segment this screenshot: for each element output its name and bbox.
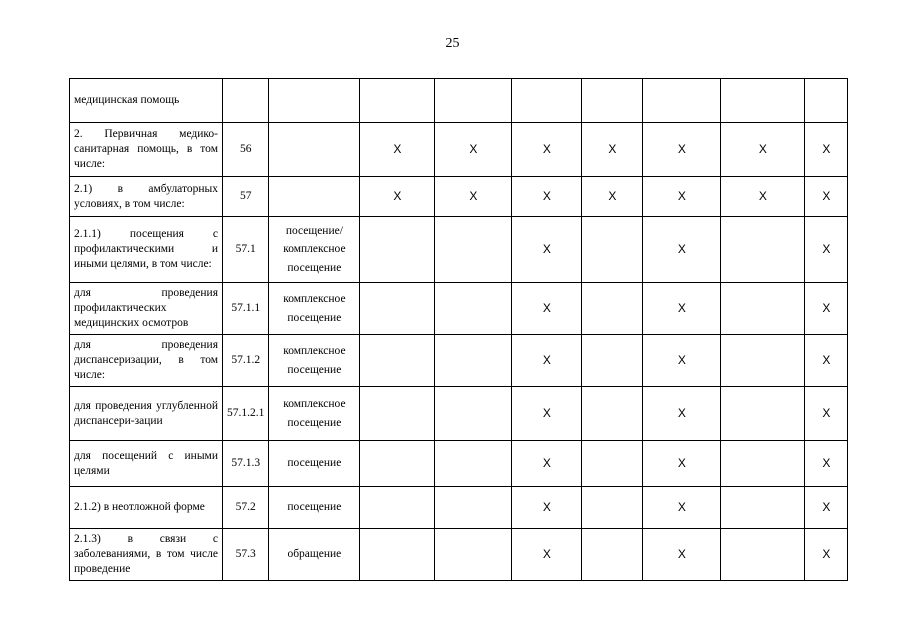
mark-cell [435,79,512,123]
mark-cell: Х [805,123,848,177]
mark-cell [435,441,512,487]
table-row [70,217,848,283]
mark-cell: Х [435,123,512,177]
row-code: 56 [223,123,269,177]
mark-cell [721,217,805,283]
row-name-cell [70,177,223,217]
mark-cell [721,387,805,441]
table-row [70,79,848,123]
row-unit [269,177,360,217]
mark-cell: Х [643,387,721,441]
mark-cell: Х [512,217,582,283]
mark-cell: Х [805,177,848,217]
mark-cell: Х [512,441,582,487]
row-name: для проведения углубленной диспансери-зации [74,399,218,427]
mark-cell: Х [643,335,721,387]
table-row [70,529,848,581]
table-row [70,177,848,217]
row-name-cell [70,487,223,529]
mark-cell: Х [643,123,721,177]
mark-cell [435,487,512,529]
mark-cell [435,217,512,283]
mark-cell [721,441,805,487]
row-name-cell [70,79,223,123]
mark-cell: Х [360,123,435,177]
row-unit: комплексное посещение [269,335,360,387]
mark-cell [582,79,643,123]
table-row [70,123,848,177]
mark-cell: Х [512,283,582,335]
mark-cell [435,283,512,335]
row-name: медицинская помощь [74,94,180,107]
row-name: 2.1.3) в связи с заболеваниями, в том числе проведение [74,533,218,575]
row-code: 57.1 [223,217,269,283]
row-unit: комплексное посещение [269,283,360,335]
mark-cell [435,529,512,581]
mark-cell [360,529,435,581]
mark-cell [582,387,643,441]
mark-cell: Х [805,529,848,581]
mark-cell [582,529,643,581]
row-name-cell [70,529,223,581]
row-name: 2. Первичная медико-санитарная помощь, в том числе: [74,128,218,170]
row-unit: посещение/ комплексное посещение [269,217,360,283]
mark-cell [360,487,435,529]
mark-cell: Х [721,123,805,177]
mark-cell [643,79,721,123]
row-code: 57.1.1 [223,283,269,335]
mark-cell [512,79,582,123]
mark-cell [360,441,435,487]
mark-cell [805,79,848,123]
row-code: 57.2 [223,487,269,529]
row-unit [269,123,360,177]
table-row [70,283,848,335]
mark-cell [360,217,435,283]
row-unit: комплексное посещение [269,387,360,441]
row-name: 2.1) в амбулаторных условиях, в том числе: [74,182,218,210]
mark-cell: Х [643,217,721,283]
mark-cell [435,335,512,387]
mark-cell: Х [643,283,721,335]
mark-cell: Х [643,529,721,581]
row-code [223,79,269,123]
row-code: 57.1.2 [223,335,269,387]
mark-cell: Х [360,177,435,217]
mark-cell: Х [512,487,582,529]
table-row [70,387,848,441]
mark-cell [360,335,435,387]
row-code: 57 [223,177,269,217]
mark-cell: Х [582,177,643,217]
row-name: для проведения профилактических медицинских осмотров [74,287,218,329]
mark-cell: Х [582,123,643,177]
row-name: для проведения диспансеризации, в том числе: [74,339,218,381]
mark-cell [582,335,643,387]
row-code: 57.1.3 [223,441,269,487]
mark-cell [721,335,805,387]
mark-cell [721,529,805,581]
row-code: 57.1.2.1 [223,387,269,441]
row-name: 2.1.1) посещения с профилактическими и иными целями, в том числе: [74,228,218,270]
mark-cell: Х [721,177,805,217]
row-name-cell [70,123,223,177]
mark-cell [582,283,643,335]
row-name-cell [70,335,223,387]
mark-cell [360,283,435,335]
mark-cell: Х [643,487,721,529]
mark-cell: Х [512,335,582,387]
mark-cell: Х [512,387,582,441]
services-table [69,78,848,581]
row-unit [269,79,360,123]
page-number: 25 [445,36,460,51]
row-name-cell [70,217,223,283]
row-name: 2.1.2) в неотложной форме [74,501,205,514]
mark-cell: Х [805,335,848,387]
row-unit: обращение [269,529,360,581]
mark-cell: Х [805,387,848,441]
row-name-cell [70,441,223,487]
mark-cell [360,79,435,123]
mark-cell: Х [643,441,721,487]
row-unit: посещение [269,441,360,487]
mark-cell: Х [435,177,512,217]
mark-cell: Х [512,529,582,581]
row-code: 57.3 [223,529,269,581]
table-row [70,335,848,387]
row-name-cell [70,283,223,335]
table-row [70,441,848,487]
mark-cell [721,283,805,335]
mark-cell: Х [512,123,582,177]
mark-cell: Х [643,177,721,217]
row-name-cell [70,387,223,441]
mark-cell [582,441,643,487]
row-name: для посещений с иными целями [74,449,218,477]
mark-cell: Х [805,283,848,335]
mark-cell [582,487,643,529]
mark-cell: Х [805,441,848,487]
mark-cell: Х [512,177,582,217]
row-unit: посещение [269,487,360,529]
mark-cell [721,79,805,123]
mark-cell [582,217,643,283]
table-row [70,487,848,529]
mark-cell [435,387,512,441]
mark-cell: Х [805,487,848,529]
mark-cell [721,487,805,529]
mark-cell: Х [805,217,848,283]
mark-cell [360,387,435,441]
